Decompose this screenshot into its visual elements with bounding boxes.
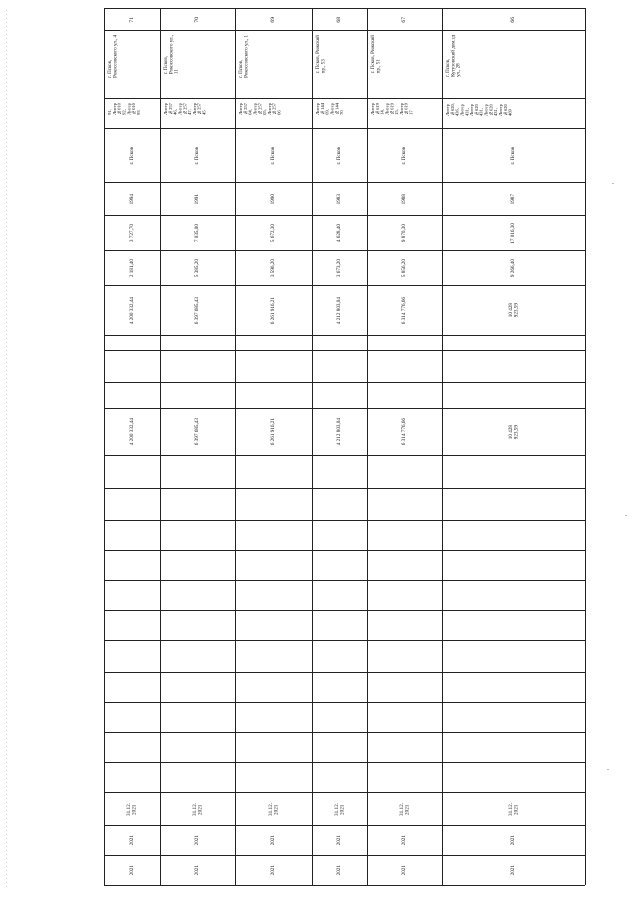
cell-number-text: 68 (336, 16, 343, 23)
cell-area-total (105, 216, 160, 250)
cell-year-a (161, 826, 235, 855)
cell-value-a-text: 4 212 803,04 (336, 296, 343, 325)
cell-year-b (368, 856, 442, 885)
cell-codes-text: Литер №620, 43б, Литер 431, Литер №620 431, Литер №620 431, Литер №620 469 (445, 103, 513, 117)
cell-year-text: 1987 (510, 193, 517, 205)
cell-city-text: г. Псков (401, 146, 408, 165)
table-hline (104, 885, 585, 886)
cell-codes-text: Литер №144 69, Литер №144 70 (315, 103, 345, 115)
cell-value-b-text: 6 261 916,21 (270, 418, 277, 446)
cell-year (236, 183, 312, 215)
cell-year (368, 183, 442, 215)
cell-codes-text: 91, Литер №010 92, Литер №010 93 (107, 103, 141, 115)
cell-number (236, 9, 312, 30)
table-hline (104, 702, 585, 703)
cell-year (161, 183, 235, 215)
cell-address (161, 31, 235, 98)
cell-area-total (236, 216, 312, 250)
cell-year-a (368, 826, 442, 855)
cell-area-total-text: 9 870,30 (401, 223, 408, 243)
cell-number (368, 9, 442, 30)
cell-year-text: 1988 (401, 193, 408, 205)
cell-year-b-text: 2021 (128, 865, 135, 876)
cell-codes (443, 99, 585, 128)
cell-area-living (105, 251, 160, 285)
cell-area-total (368, 216, 442, 250)
cell-address (313, 31, 367, 98)
scan-margin-dots (6, 10, 7, 890)
cell-year-b (161, 856, 235, 885)
table-hline (104, 640, 585, 641)
cell-date-text: 31.12. 2021 (267, 802, 279, 816)
table-hline (104, 335, 585, 336)
cell-value-a (105, 286, 160, 335)
cell-area-living-text: 2 181,40 (128, 258, 135, 278)
cell-date-text: 31.12. 2021 (398, 802, 410, 816)
cell-year-text: 1990 (270, 193, 277, 205)
cell-number-text: 70 (194, 16, 201, 23)
cell-year-a (313, 826, 367, 855)
cell-address (105, 31, 160, 98)
table-hline (104, 455, 585, 456)
cell-area-living-text: 9 266,40 (510, 258, 517, 278)
cell-value-b-text: 4 212 803,04 (336, 418, 343, 446)
cell-date-text: 31.12. 2021 (126, 802, 138, 816)
cell-value-a (443, 286, 585, 335)
cell-area-total-text: 3 727,70 (128, 223, 135, 243)
cell-year-text: 1983 (336, 193, 343, 205)
cell-year-a-text: 2021 (128, 835, 135, 846)
cell-area-total-text: 4 628,40 (336, 223, 343, 243)
cell-area-total-text: 5 672,30 (270, 223, 277, 243)
table-hline (104, 610, 585, 611)
cell-date-text: 31.12. 2021 (191, 802, 203, 816)
cell-address-text: г. Псков, Рокоссовского ул., 1 (239, 35, 250, 78)
cell-year-b-text: 2021 (194, 865, 201, 876)
cell-area-living (443, 251, 585, 285)
cell-value-b (368, 409, 442, 455)
cell-city (368, 129, 442, 182)
table-vline (585, 8, 586, 885)
cell-date (161, 793, 235, 825)
cell-area-total-text: 7 035,00 (194, 223, 201, 243)
table-hline (104, 550, 585, 551)
cell-area-living-text: 5 385,20 (194, 258, 201, 278)
table-hline (104, 382, 585, 383)
cell-address-text: г. Псков, Рижский пр., 51 (371, 35, 382, 74)
table-hline (104, 762, 585, 763)
cell-date (368, 793, 442, 825)
cell-city (161, 129, 235, 182)
scan-speck (625, 515, 627, 516)
cell-year (443, 183, 585, 215)
cell-value-b-text: 6 314 776,66 (401, 418, 408, 446)
cell-area-living (313, 251, 367, 285)
cell-city-text: г. Псков (194, 146, 201, 165)
cell-city (443, 129, 585, 182)
cell-area-living-text: 5 856,20 (401, 258, 408, 278)
cell-value-b (236, 409, 312, 455)
cell-value-b (443, 409, 585, 455)
cell-year-b (105, 856, 160, 885)
table-hline (104, 732, 585, 733)
cell-area-total (443, 216, 585, 250)
cell-year-a-text: 2021 (510, 835, 517, 846)
cell-area-living (161, 251, 235, 285)
cell-codes (105, 99, 160, 128)
cell-date (313, 793, 367, 825)
cell-year-b-text: 2021 (510, 865, 517, 876)
cell-area-living-text: 3 673,20 (336, 258, 343, 278)
cell-date-text: 31.12. 2021 (333, 802, 345, 816)
cell-address (236, 31, 312, 98)
cell-address-text: г. Псков, Кутузовский дом.зд ул., 28 (446, 35, 462, 77)
cell-address (443, 31, 585, 98)
cell-value-b-text: 6 397 685,43 (194, 418, 201, 446)
table-hline (104, 520, 585, 521)
table-hline (104, 580, 585, 581)
cell-area-total (313, 216, 367, 250)
cell-address-text: г. Псков, Рокоссовского ул., 11 (164, 35, 180, 75)
cell-value-b-text: 4 200 332,44 (128, 418, 135, 446)
cell-number (443, 9, 585, 30)
cell-value-a-text: 10 428 923,59 (507, 303, 519, 318)
cell-number (105, 9, 160, 30)
cell-year-a (443, 826, 585, 855)
cell-city (313, 129, 367, 182)
cell-city (236, 129, 312, 182)
cell-area-living-text: 3 596,20 (270, 258, 277, 278)
cell-city-text: г. Псков (336, 146, 343, 165)
cell-address-text: г. Псков, Рижский пр., 53 (316, 35, 327, 74)
cell-value-a (313, 286, 367, 335)
cell-year-text: 1991 (194, 193, 201, 205)
cell-value-b (105, 409, 160, 455)
cell-codes (368, 99, 442, 128)
cell-date-text: 31.12. 2021 (507, 802, 519, 816)
cell-date (105, 793, 160, 825)
cell-year (105, 183, 160, 215)
table-hline (104, 350, 585, 351)
cell-codes-text: Литер №257 04, Литер №257 05, Литер №257 06 (238, 103, 282, 115)
cell-codes-text: Литер №619 14, Литер №619 15, Литер №619 17 (370, 103, 414, 115)
cell-year-a (236, 826, 312, 855)
cell-value-b (313, 409, 367, 455)
cell-year-a-text: 2021 (194, 835, 201, 846)
cell-area-total-text: 17 016,30 (510, 222, 517, 244)
cell-area-living (236, 251, 312, 285)
cell-value-a-text: 6 397 685,43 (194, 296, 201, 325)
cell-value-a (161, 286, 235, 335)
cell-year-a-text: 2021 (401, 835, 408, 846)
cell-value-a-text: 6 314 776,66 (401, 296, 408, 325)
cell-area-living (368, 251, 442, 285)
table-hline (104, 672, 585, 673)
cell-area-total (161, 216, 235, 250)
cell-value-b-text: 10 428 923,59 (507, 424, 519, 440)
cell-value-a (236, 286, 312, 335)
cell-year-a (105, 826, 160, 855)
cell-year-b-text: 2021 (336, 865, 343, 876)
scan-speck (607, 769, 609, 770)
cell-number (313, 9, 367, 30)
cell-codes-text: Литер №257 46, Литер №257 47, Литер №257 45 (163, 103, 207, 115)
cell-number-text: 66 (510, 16, 517, 23)
cell-number-text: 71 (128, 16, 135, 23)
cell-year-b (313, 856, 367, 885)
cell-codes (313, 99, 367, 128)
cell-value-a (368, 286, 442, 335)
cell-year-a-text: 2021 (270, 835, 277, 846)
cell-city (105, 129, 160, 182)
cell-number (161, 9, 235, 30)
cell-date (236, 793, 312, 825)
table-hline (104, 488, 585, 489)
cell-city-text: г. Псков (510, 146, 517, 165)
cell-value-b (161, 409, 235, 455)
cell-value-a-text: 6 261 916,21 (270, 296, 277, 325)
cell-year-b-text: 2021 (270, 865, 277, 876)
scan-speck (612, 183, 614, 184)
cell-city-text: г. Псков (270, 146, 277, 165)
cell-address-text: г. Псков, Рокоссовского ул., 4 (108, 35, 119, 78)
cell-address (368, 31, 442, 98)
cell-year-b-text: 2021 (401, 865, 408, 876)
cell-codes (161, 99, 235, 128)
cell-year-b (443, 856, 585, 885)
cell-year-text: 1994 (128, 193, 135, 205)
cell-codes (236, 99, 312, 128)
cell-year-a-text: 2021 (336, 835, 343, 846)
cell-year (313, 183, 367, 215)
cell-year-b (236, 856, 312, 885)
cell-date (443, 793, 585, 825)
cell-city-text: г. Псков (128, 146, 135, 165)
cell-number-text: 69 (270, 16, 277, 23)
cell-value-a-text: 4 200 332,44 (128, 296, 135, 325)
cell-number-text: 67 (401, 16, 408, 23)
